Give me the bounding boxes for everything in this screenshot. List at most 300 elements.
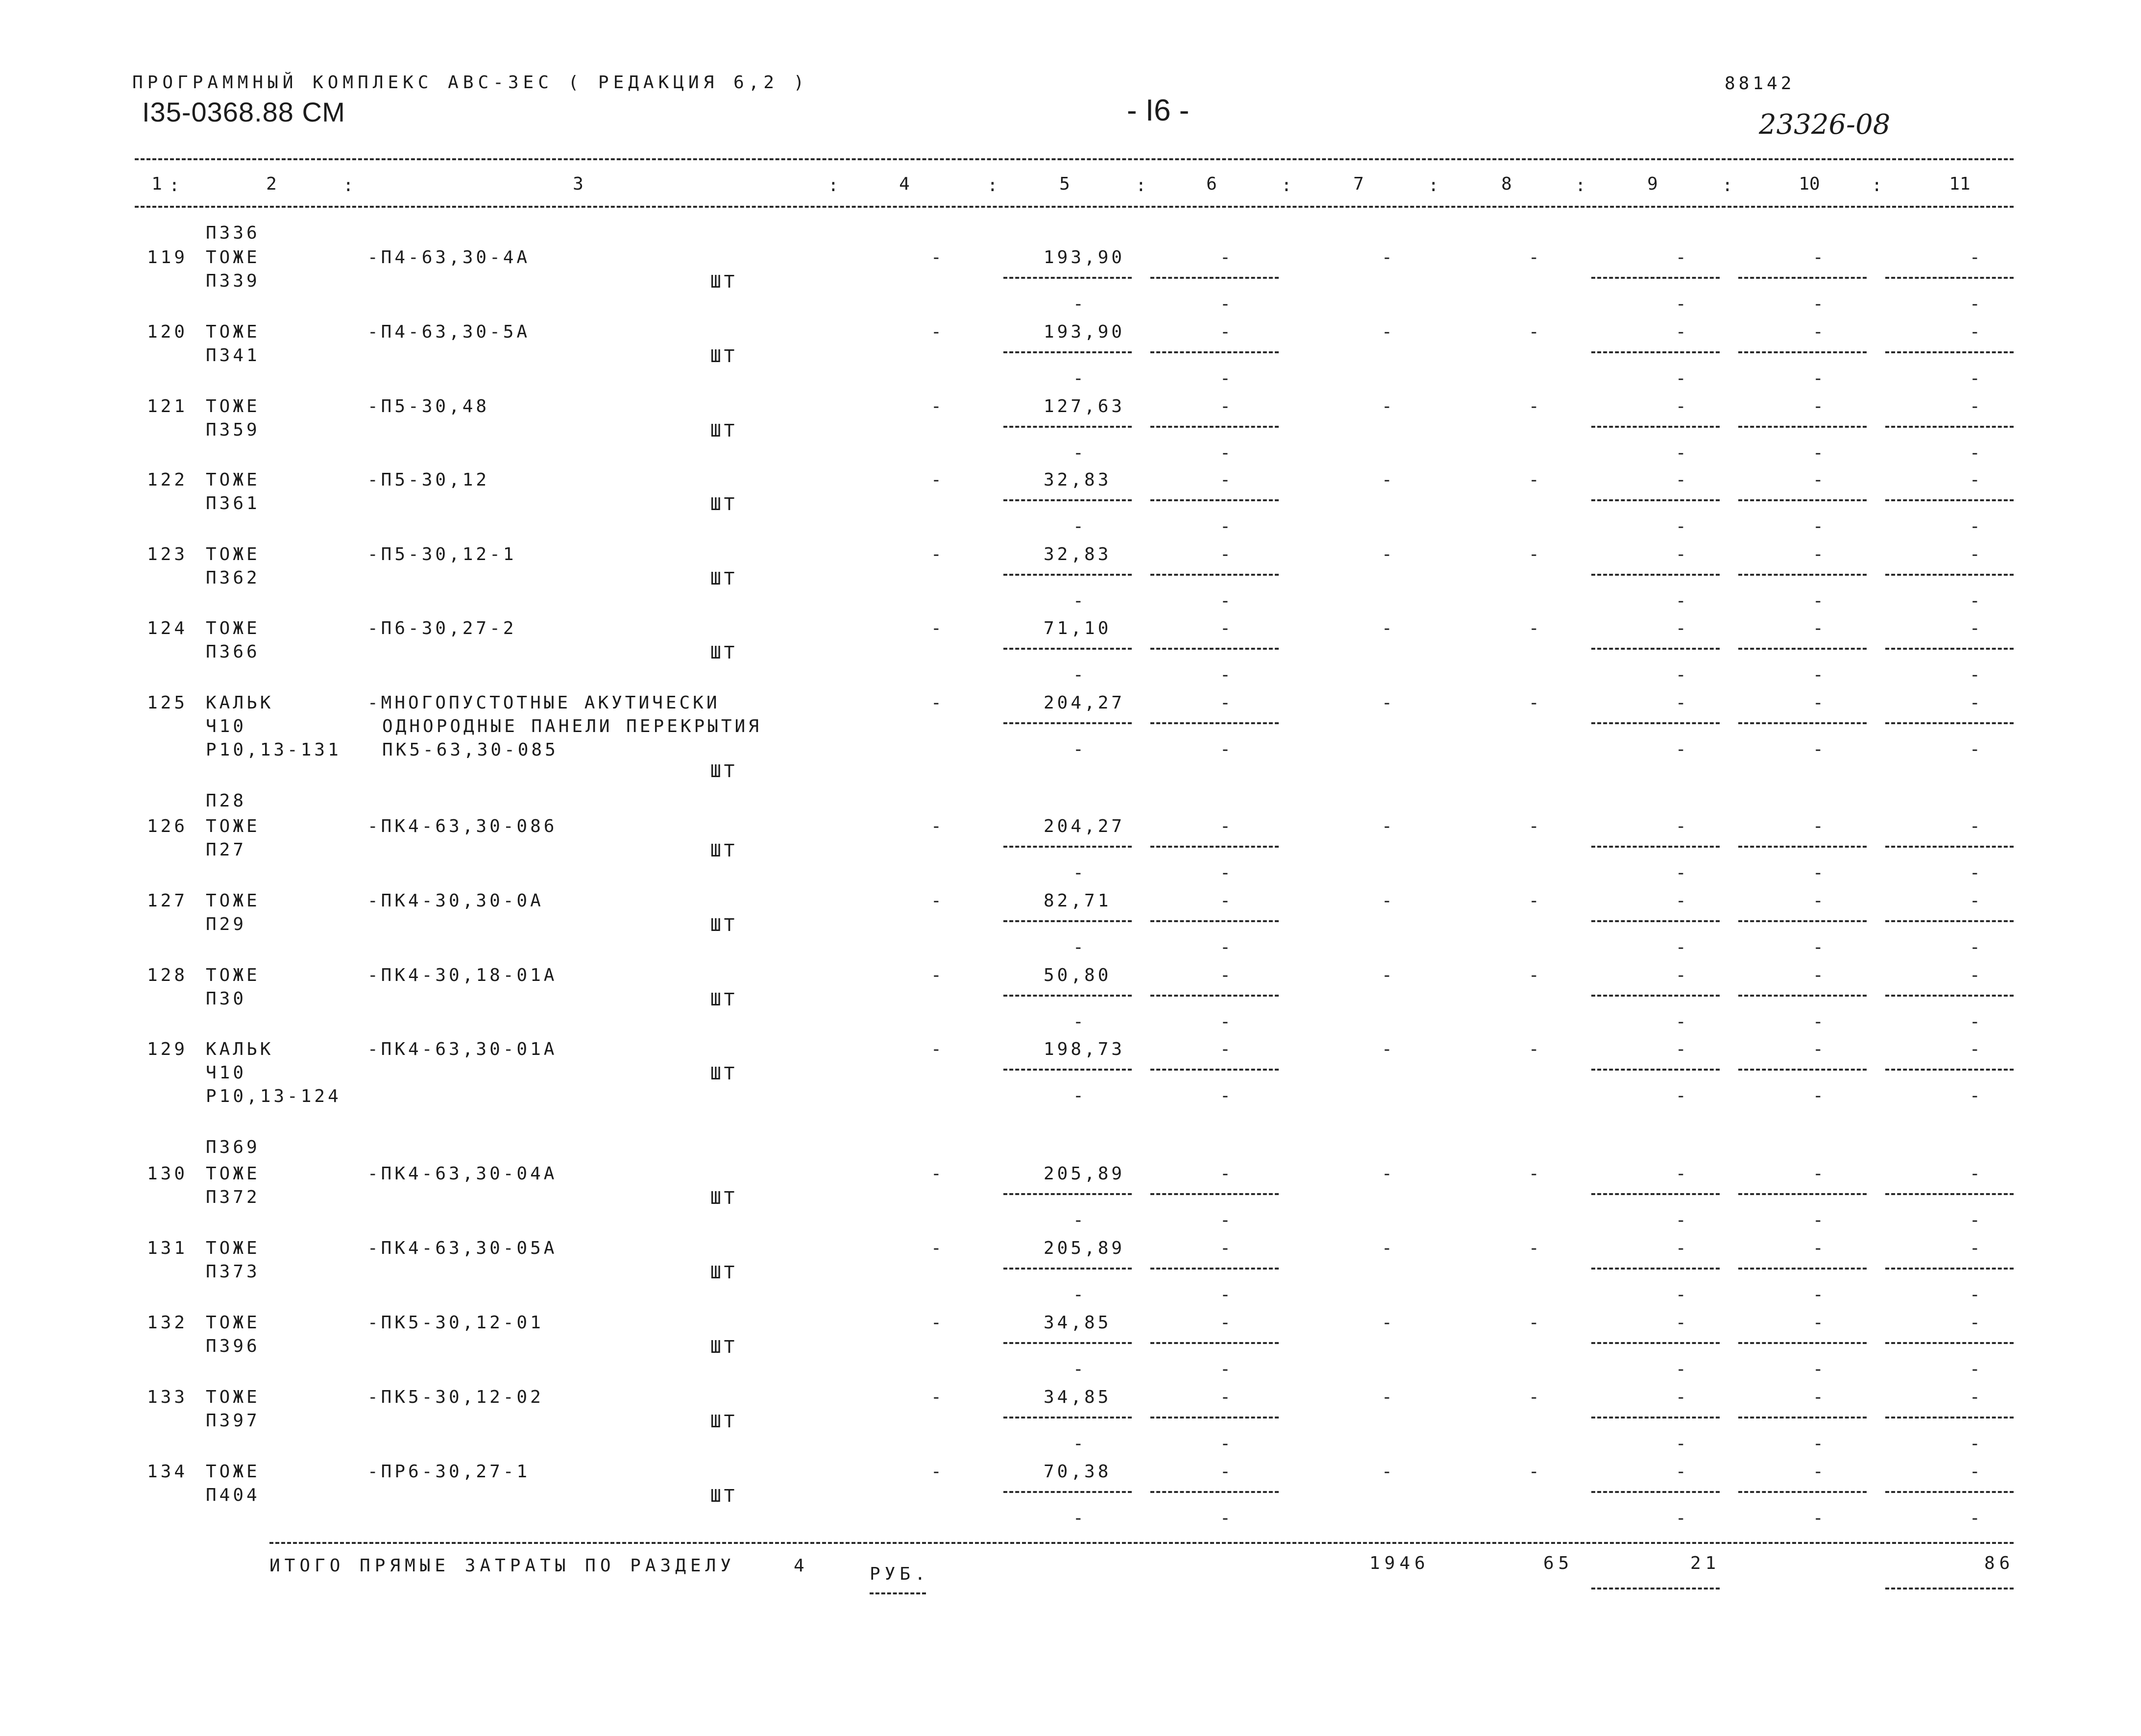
row-code: П341: [206, 345, 260, 366]
column-separator: :: [343, 175, 354, 196]
col11-dash: -: [1970, 470, 1983, 490]
col11-dash: -: [1970, 693, 1983, 713]
col9-dash: -: [1676, 1313, 1689, 1333]
table-row: [0, 693, 2141, 811]
total-unit: РУБ.: [870, 1564, 930, 1584]
col10-dash: -: [1813, 544, 1826, 564]
col5-rule: [1003, 995, 1132, 997]
col9-lower-dash: -: [1676, 937, 1689, 957]
col11-rule: [1885, 574, 2014, 576]
col11-rule: [1885, 426, 2014, 428]
col6-rule: [1150, 995, 1279, 997]
col6-lower-dash: -: [1220, 294, 1234, 314]
column-header-5: 5: [1059, 174, 1070, 194]
col6-lower-dash: -: [1220, 1434, 1234, 1454]
col11-lower-dash: -: [1970, 443, 1983, 463]
row-price: 82,71: [1044, 891, 1112, 911]
row-unit: ШТ: [710, 1263, 738, 1283]
col6-lower-dash: -: [1220, 368, 1234, 389]
row-price: 204,27: [1044, 693, 1125, 713]
col6-lower-dash: -: [1220, 443, 1234, 463]
row-code: П361: [206, 493, 260, 513]
row-price: 205,89: [1044, 1238, 1125, 1258]
col8-dash: -: [1529, 1462, 1542, 1482]
col9-lower-dash: -: [1676, 1210, 1689, 1230]
row-price: 71,10: [1044, 618, 1112, 638]
row-price: 34,85: [1044, 1387, 1112, 1407]
col10-rule: [1738, 1193, 1867, 1195]
column-header-3: 3: [573, 174, 584, 194]
total-col7: 1946: [1369, 1553, 1430, 1573]
row-code: П30: [206, 989, 247, 1009]
col5-lower-dash: -: [1073, 863, 1087, 883]
col9-lower-dash: -: [1676, 739, 1689, 759]
row-source: ТОЖЕ: [206, 1238, 260, 1258]
col11-lower-dash: -: [1970, 1285, 1983, 1305]
row-source: ТОЖЕ: [206, 396, 260, 416]
col4-dash: -: [931, 1238, 945, 1258]
col6-rule: [1150, 1069, 1279, 1071]
col10-rule: [1738, 574, 1867, 576]
col9-dash: -: [1676, 1387, 1689, 1407]
col9-rule: [1591, 1491, 1720, 1493]
col8-dash: -: [1529, 965, 1542, 985]
col9-rule: [1591, 351, 1720, 353]
table-row: [0, 1462, 2141, 1565]
row-code: П362: [206, 568, 260, 588]
row-description: -ПК4-63,30-04А: [367, 1164, 558, 1184]
col10-lower-dash: -: [1813, 1508, 1826, 1528]
row-number: 131: [147, 1238, 188, 1258]
row-description: -ПК5-30,12-01: [367, 1313, 544, 1333]
col9-lower-dash: -: [1676, 665, 1689, 685]
col5-rule: [1003, 1417, 1132, 1418]
col7-dash: -: [1382, 1238, 1395, 1258]
col5-lower-dash: -: [1073, 1210, 1087, 1230]
col11-lower-dash: -: [1970, 739, 1983, 759]
col11-rule: [1885, 648, 2014, 650]
row-code: Ч10: [206, 716, 247, 736]
col10-rule: [1738, 499, 1867, 501]
row-unit: ШТ: [710, 1337, 738, 1357]
column-separator: :: [1428, 175, 1439, 196]
col8-dash: -: [1529, 891, 1542, 911]
col11-rule: [1885, 351, 2014, 353]
col10-rule: [1738, 426, 1867, 428]
col8-dash: -: [1529, 1164, 1542, 1184]
row-number: 127: [147, 891, 188, 911]
col9-rule: [1591, 426, 1720, 428]
col10-rule: [1738, 1069, 1867, 1071]
row-code: П366: [206, 642, 260, 662]
col9-rule: [1591, 648, 1720, 650]
col9-rule: [1591, 995, 1720, 997]
col9-lower-dash: -: [1676, 516, 1689, 537]
col9-rule: [1591, 277, 1720, 279]
col8-dash: -: [1529, 396, 1542, 416]
col4-dash: -: [931, 1164, 945, 1184]
col6-lower-dash: -: [1220, 1210, 1234, 1230]
col7-dash: -: [1382, 544, 1395, 564]
col5-lower-dash: -: [1073, 294, 1087, 314]
row-description: -ПК4-30,30-0А: [367, 891, 544, 911]
col8-dash: -: [1529, 618, 1542, 638]
row-number: 123: [147, 544, 188, 564]
row-description-line2: ОДНОРОДНЫЕ ПАНЕЛИ ПЕРЕКРЫТИЯ: [382, 716, 762, 736]
col11-lower-dash: -: [1970, 368, 1983, 389]
col6-dash: -: [1220, 1164, 1234, 1184]
col10-dash: -: [1813, 1039, 1826, 1059]
col10-rule: [1738, 995, 1867, 997]
row-description: -П4-63,30-4А: [367, 247, 531, 268]
row-code: П372: [206, 1187, 260, 1207]
table-row: [0, 1039, 2141, 1157]
col6-dash: -: [1220, 618, 1234, 638]
column-header-1: 1: [151, 174, 162, 194]
col5-rule: [1003, 574, 1132, 576]
col6-lower-dash: -: [1220, 516, 1234, 537]
col5-rule: [1003, 1342, 1132, 1344]
col8-dash: -: [1529, 1313, 1542, 1333]
col6-rule: [1150, 1342, 1279, 1344]
col7-dash: -: [1382, 618, 1395, 638]
col10-rule: [1738, 1268, 1867, 1270]
col6-lower-dash: -: [1220, 1086, 1234, 1106]
col9-lower-dash: -: [1676, 1434, 1689, 1454]
col11-dash: -: [1970, 247, 1983, 268]
row-price: 32,83: [1044, 544, 1112, 564]
col9-rule: [1591, 920, 1720, 922]
row-description: -ПК4-63,30-086: [367, 816, 558, 836]
col9-dash: -: [1676, 322, 1689, 342]
col11-lower-dash: -: [1970, 665, 1983, 685]
row-number: 130: [147, 1164, 188, 1184]
col10-lower-dash: -: [1813, 1285, 1826, 1305]
total-col11-rule: [1885, 1588, 2014, 1589]
row-source: КАЛЬК: [206, 693, 274, 713]
col9-rule: [1591, 722, 1720, 724]
row-code: П404: [206, 1485, 260, 1505]
header-bottom-rule: [135, 206, 2014, 208]
row-price: 204,27: [1044, 816, 1125, 836]
col6-rule: [1150, 1417, 1279, 1418]
total-col9: 21: [1690, 1553, 1721, 1573]
col10-dash: -: [1813, 891, 1826, 911]
row-description: -ПК5-30,12-02: [367, 1387, 544, 1407]
col5-lower-dash: -: [1073, 739, 1087, 759]
col4-dash: -: [931, 1039, 945, 1059]
col11-dash: -: [1970, 1462, 1983, 1482]
row-source: ТОЖЕ: [206, 1387, 260, 1407]
row-unit: ШТ: [710, 421, 738, 441]
col11-lower-dash: -: [1970, 863, 1983, 883]
col6-dash: -: [1220, 247, 1234, 268]
col5-lower-dash: -: [1073, 1285, 1087, 1305]
col11-dash: -: [1970, 1164, 1983, 1184]
col6-dash: -: [1220, 1387, 1234, 1407]
row-unit: ШТ: [710, 346, 738, 367]
column-header-8: 8: [1501, 174, 1512, 194]
row-unit: ШТ: [710, 569, 738, 589]
col11-dash: -: [1970, 544, 1983, 564]
col11-lower-dash: -: [1970, 1359, 1983, 1379]
col6-dash: -: [1220, 965, 1234, 985]
row-source: ТОЖЕ: [206, 322, 260, 342]
col4-dash: -: [931, 693, 945, 713]
row-number: 126: [147, 816, 188, 836]
row-source: ТОЖЕ: [206, 247, 260, 268]
pre-row-label: П336: [206, 223, 260, 243]
col9-lower-dash: -: [1676, 591, 1689, 611]
col11-lower-dash: -: [1970, 1508, 1983, 1528]
col9-rule: [1591, 499, 1720, 501]
col11-lower-dash: -: [1970, 937, 1983, 957]
col9-dash: -: [1676, 470, 1689, 490]
total-label: ИТОГО ПРЯМЫЕ ЗАТРАТЫ ПО РАЗДЕЛУ: [269, 1556, 735, 1576]
col4-dash: -: [931, 816, 945, 836]
col5-rule: [1003, 426, 1132, 428]
col10-rule: [1738, 1342, 1867, 1344]
row-price: 50,80: [1044, 965, 1112, 985]
row-code: П373: [206, 1262, 260, 1282]
column-separator: :: [987, 175, 998, 196]
col9-lower-dash: -: [1676, 863, 1689, 883]
col6-rule: [1150, 1193, 1279, 1195]
col6-lower-dash: -: [1220, 591, 1234, 611]
col11-rule: [1885, 1069, 2014, 1071]
col6-lower-dash: -: [1220, 739, 1234, 759]
row-price: 34,85: [1044, 1313, 1112, 1333]
col5-lower-dash: -: [1073, 1359, 1087, 1379]
col6-dash: -: [1220, 816, 1234, 836]
col10-rule: [1738, 920, 1867, 922]
col10-rule: [1738, 351, 1867, 353]
col9-dash: -: [1676, 1238, 1689, 1258]
col6-dash: -: [1220, 1238, 1234, 1258]
col5-lower-dash: -: [1073, 591, 1087, 611]
col10-dash: -: [1813, 1238, 1826, 1258]
row-number: 121: [147, 396, 188, 416]
row-description: -П5-30,12: [367, 470, 490, 490]
total-col11: 86: [1984, 1553, 2015, 1573]
row-source: ТОЖЕ: [206, 544, 260, 564]
row-reference: Р10,13-124: [206, 1086, 341, 1106]
row-price: 193,90: [1044, 247, 1125, 268]
col11-dash: -: [1970, 1313, 1983, 1333]
col9-dash: -: [1676, 1039, 1689, 1059]
col8-dash: -: [1529, 1238, 1542, 1258]
col6-rule: [1150, 574, 1279, 576]
col10-rule: [1738, 846, 1867, 848]
col9-lower-dash: -: [1676, 1086, 1689, 1106]
col9-lower-dash: -: [1676, 1285, 1689, 1305]
col6-lower-dash: -: [1220, 1012, 1234, 1032]
col6-rule: [1150, 722, 1279, 724]
row-source: ТОЖЕ: [206, 1462, 260, 1482]
row-unit: ШТ: [710, 915, 738, 935]
row-description-line3: ПК5-63,30-085: [382, 740, 559, 760]
col8-dash: -: [1529, 1039, 1542, 1059]
row-unit: ШТ: [710, 272, 738, 292]
col9-dash: -: [1676, 1164, 1689, 1184]
col6-dash: -: [1220, 1313, 1234, 1333]
row-number: 125: [147, 693, 188, 713]
row-source: КАЛЬК: [206, 1039, 274, 1059]
col7-dash: -: [1382, 1313, 1395, 1333]
col5-lower-dash: -: [1073, 1434, 1087, 1454]
row-reference: Р10,13-131: [206, 740, 341, 760]
col9-lower-dash: -: [1676, 294, 1689, 314]
row-code: П359: [206, 420, 260, 440]
row-number: 128: [147, 965, 188, 985]
row-description: -ПР6-30,27-1: [367, 1462, 531, 1482]
col10-lower-dash: -: [1813, 1210, 1826, 1230]
header-top-rule: [135, 158, 2014, 160]
row-description: -МНОГОПУСТОТНЫЕ АКУТИЧЕСКИ: [367, 693, 720, 713]
col9-dash: -: [1676, 396, 1689, 416]
column-separator: :: [169, 175, 180, 196]
col11-dash: -: [1970, 618, 1983, 638]
col6-dash: -: [1220, 1462, 1234, 1482]
col6-lower-dash: -: [1220, 937, 1234, 957]
col10-rule: [1738, 1491, 1867, 1493]
col5-lower-dash: -: [1073, 443, 1087, 463]
col9-lower-dash: -: [1676, 443, 1689, 463]
total-col8: 65: [1543, 1553, 1574, 1573]
col4-dash: -: [931, 891, 945, 911]
col11-rule: [1885, 1268, 2014, 1270]
row-description: -П6-30,27-2: [367, 618, 517, 638]
col5-lower-dash: -: [1073, 937, 1087, 957]
document-id: I35-0368.88 СМ: [142, 97, 345, 127]
col10-rule: [1738, 277, 1867, 279]
col11-lower-dash: -: [1970, 1012, 1983, 1032]
row-number: 119: [147, 247, 188, 268]
col9-lower-dash: -: [1676, 368, 1689, 389]
col7-dash: -: [1382, 322, 1395, 342]
col9-rule: [1591, 1417, 1720, 1418]
col4-dash: -: [931, 618, 945, 638]
col9-dash: -: [1676, 965, 1689, 985]
col9-dash: -: [1676, 1462, 1689, 1482]
row-source: ТОЖЕ: [206, 891, 260, 911]
total-top-rule: [269, 1542, 2014, 1544]
col9-dash: -: [1676, 618, 1689, 638]
col11-dash: -: [1970, 965, 1983, 985]
col6-rule: [1150, 920, 1279, 922]
col9-dash: -: [1676, 544, 1689, 564]
col10-dash: -: [1813, 816, 1826, 836]
col10-dash: -: [1813, 396, 1826, 416]
col5-lower-dash: -: [1073, 1508, 1087, 1528]
col6-lower-dash: -: [1220, 1285, 1234, 1305]
col4-dash: -: [931, 1462, 945, 1482]
col11-rule: [1885, 846, 2014, 848]
col11-rule: [1885, 722, 2014, 724]
row-unit: ШТ: [710, 494, 738, 514]
column-header-2: 2: [266, 174, 277, 194]
col9-dash: -: [1676, 816, 1689, 836]
col9-dash: -: [1676, 891, 1689, 911]
column-header-11: 11: [1949, 174, 1971, 194]
row-unit: ШТ: [710, 841, 738, 861]
row-code: П29: [206, 914, 247, 934]
total-section: 4: [794, 1556, 809, 1576]
col11-lower-dash: -: [1970, 1434, 1983, 1454]
col10-lower-dash: -: [1813, 739, 1826, 759]
col11-dash: -: [1970, 816, 1983, 836]
col8-dash: -: [1529, 470, 1542, 490]
row-unit: ШТ: [710, 1412, 738, 1432]
row-price: 32,83: [1044, 470, 1112, 490]
handwritten-number: 23326-08: [1759, 109, 1891, 141]
row-source: ТОЖЕ: [206, 470, 260, 490]
col4-dash: -: [931, 965, 945, 985]
column-header-4: 4: [899, 174, 910, 194]
col11-dash: -: [1970, 396, 1983, 416]
row-code: П396: [206, 1336, 260, 1356]
col11-lower-dash: -: [1970, 294, 1983, 314]
row-number: 120: [147, 322, 188, 342]
col11-rule: [1885, 1491, 2014, 1493]
col10-lower-dash: -: [1813, 1434, 1826, 1454]
col9-rule: [1591, 574, 1720, 576]
col7-dash: -: [1382, 1039, 1395, 1059]
document-number: 88142: [1725, 73, 1795, 94]
col10-lower-dash: -: [1813, 591, 1826, 611]
col4-dash: -: [931, 544, 945, 564]
row-source: ТОЖЕ: [206, 816, 260, 836]
row-description: -ПК4-63,30-05А: [367, 1238, 558, 1258]
row-number: 122: [147, 470, 188, 490]
col7-dash: -: [1382, 693, 1395, 713]
col10-lower-dash: -: [1813, 1012, 1826, 1032]
col6-lower-dash: -: [1220, 665, 1234, 685]
row-description: -ПК4-63,30-01А: [367, 1039, 558, 1059]
col10-dash: -: [1813, 322, 1826, 342]
col6-lower-dash: -: [1220, 1359, 1234, 1379]
col7-dash: -: [1382, 1387, 1395, 1407]
col10-lower-dash: -: [1813, 665, 1826, 685]
col6-rule: [1150, 648, 1279, 650]
col10-lower-dash: -: [1813, 863, 1826, 883]
column-header-7: 7: [1353, 174, 1364, 194]
col6-rule: [1150, 499, 1279, 501]
col5-rule: [1003, 1268, 1132, 1270]
col10-lower-dash: -: [1813, 516, 1826, 537]
col9-lower-dash: -: [1676, 1012, 1689, 1032]
col5-rule: [1003, 1491, 1132, 1493]
row-code: П339: [206, 271, 260, 291]
col8-dash: -: [1529, 544, 1542, 564]
col10-dash: -: [1813, 618, 1826, 638]
column-header-6: 6: [1206, 174, 1217, 194]
col9-lower-dash: -: [1676, 1359, 1689, 1379]
column-separator: :: [1872, 175, 1882, 196]
row-number: 133: [147, 1387, 188, 1407]
col10-dash: -: [1813, 247, 1826, 268]
col9-dash: -: [1676, 247, 1689, 268]
col6-dash: -: [1220, 396, 1234, 416]
row-code: П397: [206, 1411, 260, 1431]
col10-lower-dash: -: [1813, 443, 1826, 463]
col10-dash: -: [1813, 1387, 1826, 1407]
col6-dash: -: [1220, 544, 1234, 564]
row-price: 198,73: [1044, 1039, 1125, 1059]
col7-dash: -: [1382, 396, 1395, 416]
col10-dash: -: [1813, 1462, 1826, 1482]
col9-rule: [1591, 1268, 1720, 1270]
